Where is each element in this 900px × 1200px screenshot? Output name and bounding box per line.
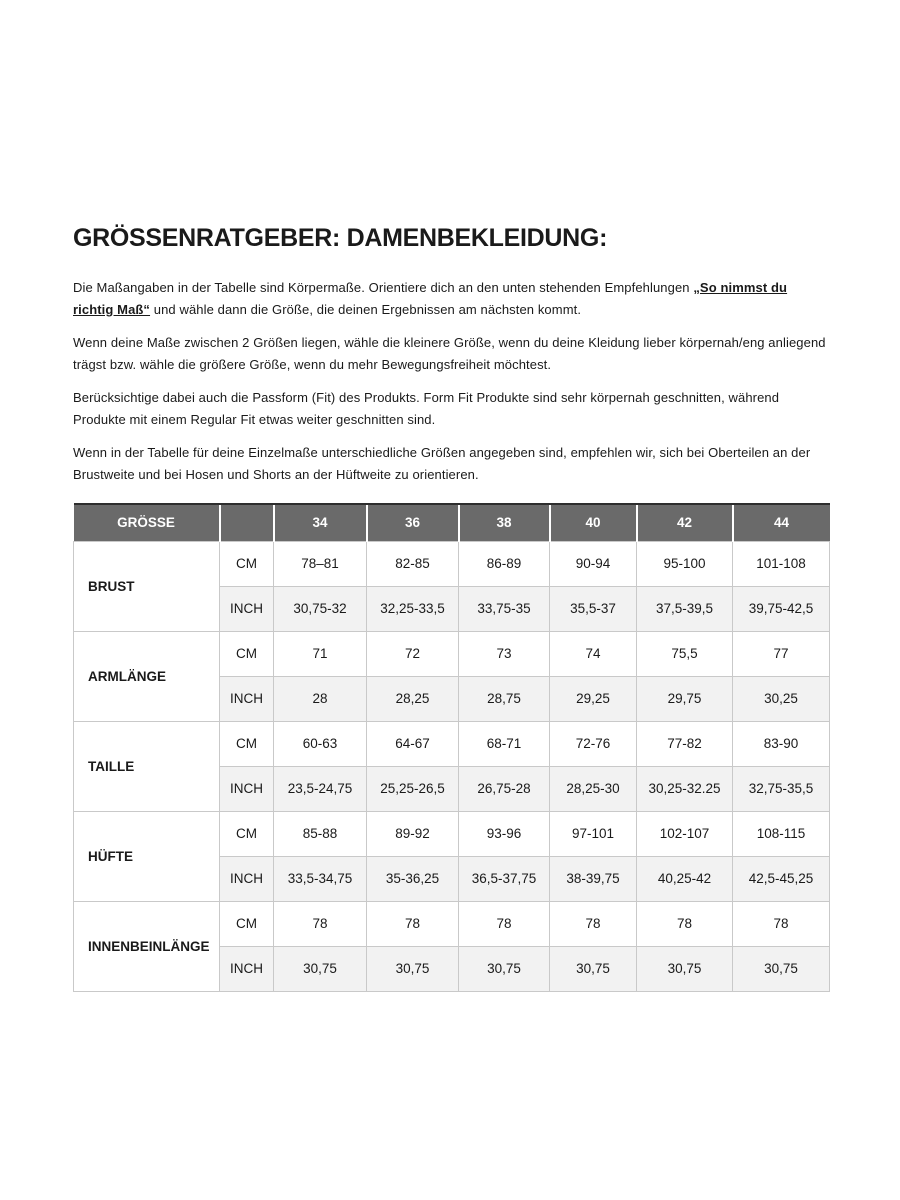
size-table-header	[74, 504, 830, 541]
table-cell: 78	[733, 901, 830, 946]
table-cell: 29,75	[637, 676, 733, 721]
passform-paragraph: Berücksichtige dabei auch die Passform (Fit) des Produkts. Form Fit Produkte sind sehr körpernah geschnitten, während Produkte mit einem Regular Fit etwas weiter geschnitten sind.	[73, 390, 780, 427]
table-cell: 78	[459, 901, 550, 946]
table-cell: 23,5-24,75	[274, 766, 367, 811]
table-cell: 30,75	[367, 946, 459, 991]
table-cell: 77	[733, 631, 830, 676]
table-cell: 30,75	[637, 946, 733, 991]
unit-cell: INCH	[220, 676, 274, 721]
header-size-42: 42	[637, 504, 733, 541]
table-cell: 36,5-37,75	[459, 856, 550, 901]
unit-cell: INCH	[220, 946, 274, 991]
size-table-body	[74, 541, 830, 991]
table-cell: 42,5-45,25	[733, 856, 830, 901]
table-cell: 83-90	[733, 721, 830, 766]
table-cell: 30,75-32	[274, 586, 367, 631]
unit-cell: CM	[220, 901, 274, 946]
table-cell: 78	[550, 901, 637, 946]
intro-paragraph	[73, 277, 827, 321]
table-cell: 85-88	[274, 811, 367, 856]
table-cell: 28,25	[367, 676, 459, 721]
row-label-huefte: HÜFTE	[74, 811, 220, 901]
table-cell: 39,75-42,5	[733, 586, 830, 631]
table-cell: 72	[367, 631, 459, 676]
table-cell: 30,75	[274, 946, 367, 991]
table-cell: 30,25	[733, 676, 830, 721]
table-cell: 75,5	[637, 631, 733, 676]
row-label-armlaenge: ARMLÄNGE	[74, 631, 220, 721]
unit-cell: CM	[220, 631, 274, 676]
unit-cell: INCH	[220, 766, 274, 811]
table-cell: 73	[459, 631, 550, 676]
row-label-taille: TAILLE	[74, 721, 220, 811]
table-cell: 35-36,25	[367, 856, 459, 901]
table-cell: 72-76	[550, 721, 637, 766]
table-cell: 71	[274, 631, 367, 676]
table-cell: 78	[367, 901, 459, 946]
table-cell: 32,75-35,5	[733, 766, 830, 811]
table-cell: 35,5-37	[550, 586, 637, 631]
table-cell: 26,75-28	[459, 766, 550, 811]
header-size-44: 44	[733, 504, 830, 541]
table-cell: 30,75	[733, 946, 830, 991]
table-cell: 101-108	[733, 541, 830, 586]
header-size-40: 40	[550, 504, 637, 541]
header-row	[74, 504, 830, 541]
table-cell: 89-92	[367, 811, 459, 856]
table-cell: 82-85	[367, 541, 459, 586]
table-cell: 25,25-26,5	[367, 766, 459, 811]
table-cell: 78	[274, 901, 367, 946]
table-cell: 90-94	[550, 541, 637, 586]
table-cell: 64-67	[367, 721, 459, 766]
unit-cell: CM	[220, 721, 274, 766]
unit-cell: INCH	[220, 856, 274, 901]
table-cell: 33,5-34,75	[274, 856, 367, 901]
table-cell: 30,75	[459, 946, 550, 991]
unit-cell: INCH	[220, 586, 274, 631]
table-cell: 108-115	[733, 811, 830, 856]
table-cell: 95-100	[637, 541, 733, 586]
page-title: GRÖSSENRATGEBER: DAMENBEKLEIDUNG:	[73, 224, 608, 252]
table-cell: 97-101	[550, 811, 637, 856]
table-cell: 37,5-39,5	[637, 586, 733, 631]
table-cell: 77-82	[637, 721, 733, 766]
table-cell: 29,25	[550, 676, 637, 721]
unit-cell: CM	[220, 541, 274, 586]
table-cell: 40,25-42	[637, 856, 733, 901]
table-cell: 68-71	[459, 721, 550, 766]
recommendation-paragraph: Wenn in der Tabelle für deine Einzelmaße unterschiedliche Größen angegeben sind, empfehlen wir, sich bei Oberteilen an der Brustweite und bei Hosen und Shorts an der Hüftweite zu orientieren.	[73, 445, 811, 482]
table-cell: 86-89	[459, 541, 550, 586]
huefte-cm-row	[74, 811, 830, 856]
intro-text-before: Die Maßangaben in der Tabelle sind Körpermaße. Orientiere dich an den unten stehenden Empfehlungen	[73, 280, 694, 295]
table-cell: 30,25-32.25	[637, 766, 733, 811]
row-label-innenbeinlaenge: INNENBEINLÄNGE	[74, 901, 220, 991]
table-cell: 28,25-30	[550, 766, 637, 811]
header-groesse: GRÖSSE	[74, 504, 220, 541]
header-size-36: 36	[367, 504, 459, 541]
size-table	[73, 503, 830, 992]
taille-cm-row	[74, 721, 830, 766]
table-cell: 78–81	[274, 541, 367, 586]
row-label-brust: BRUST	[74, 541, 220, 631]
between-sizes-paragraph: Wenn deine Maße zwischen 2 Größen liegen, wähle die kleinere Größe, wenn du deine Kleidung lieber körpernah/eng anliegend trägst bzw. wähle die größere Größe, wenn du mehr Bewegungsfreiheit möchtest.	[73, 335, 826, 372]
table-cell: 93-96	[459, 811, 550, 856]
table-cell: 60-63	[274, 721, 367, 766]
brust-cm-row	[74, 541, 830, 586]
header-size-38: 38	[459, 504, 550, 541]
header-unit-spacer	[220, 504, 274, 541]
unit-cell: CM	[220, 811, 274, 856]
table-cell: 38-39,75	[550, 856, 637, 901]
table-cell: 28	[274, 676, 367, 721]
innenbeinlaenge-cm-row	[74, 901, 830, 946]
table-cell: 74	[550, 631, 637, 676]
table-cell: 102-107	[637, 811, 733, 856]
table-cell: 33,75-35	[459, 586, 550, 631]
intro-text-after: und wähle dann die Größe, die deinen Ergebnissen am nächsten kommt.	[150, 302, 582, 317]
measure-guide-link[interactable]: „So nimmst du richtig Maß“	[73, 280, 788, 317]
armlaenge-cm-row	[74, 631, 830, 676]
table-cell: 30,75	[550, 946, 637, 991]
table-cell: 78	[637, 901, 733, 946]
header-size-34: 34	[274, 504, 367, 541]
table-cell: 32,25-33,5	[367, 586, 459, 631]
table-cell: 28,75	[459, 676, 550, 721]
